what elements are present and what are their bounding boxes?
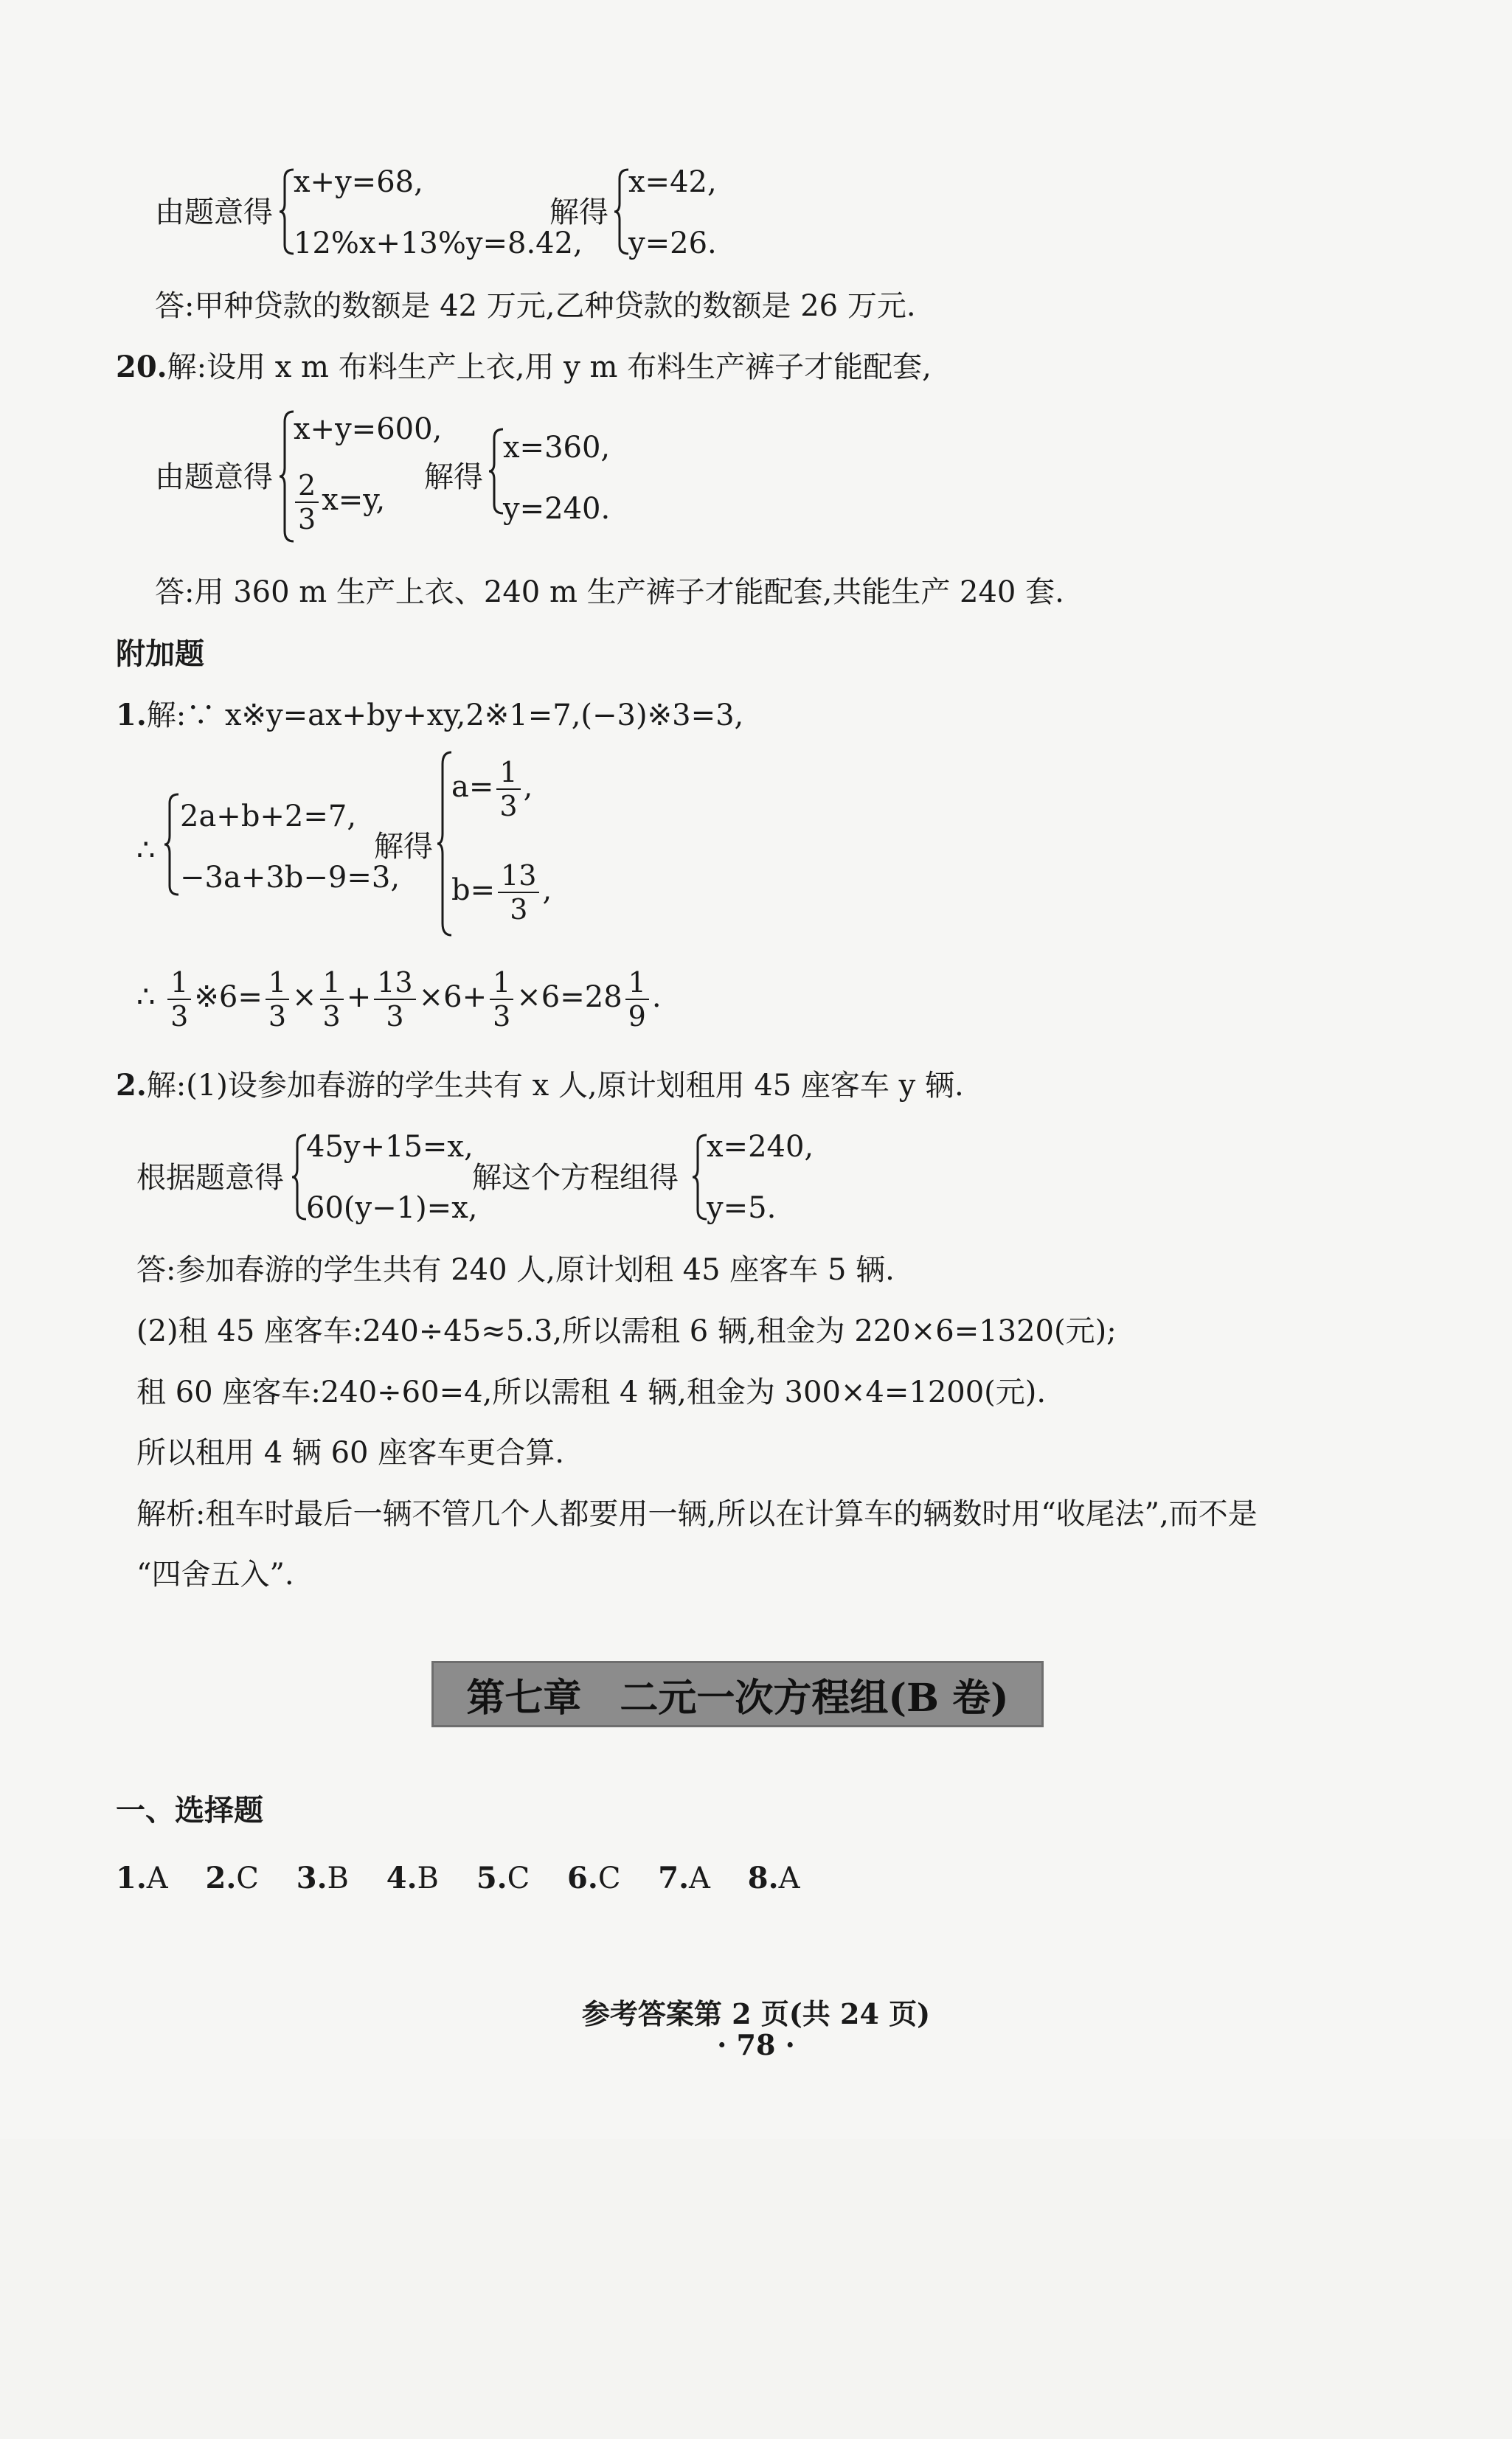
p20-eq1: x+y=600, — [294, 412, 443, 446]
p20-sol1: x=360, — [503, 431, 611, 465]
q2-analysis-line2: “四舍五入”. — [136, 1558, 294, 1592]
p20-sol2: y=240. — [503, 492, 611, 526]
q2-lead: 根据题意得 — [136, 1161, 284, 1195]
q2-brace — [291, 1134, 308, 1221]
q2-sol-brace — [692, 1134, 708, 1221]
chapter-banner — [431, 1661, 1044, 1727]
p19-answer: 答:甲种贷款的数额是 42 万元,乙种贷款的数额是 26 万元. — [155, 289, 916, 323]
q1-therefore: ∴ — [136, 833, 156, 867]
q1-eq2: −3a+3b−9=3, — [180, 861, 400, 895]
p19-sol2: y=26. — [628, 226, 717, 260]
q2-eq1: 45y+15=x, — [306, 1130, 474, 1164]
choice-answers: 1.A 2.C 3.B 4.B 5.C 6.C 7.A 8.A — [116, 1861, 800, 1895]
p20-number: 20. — [116, 350, 167, 384]
q1-solve: 解得 — [374, 830, 433, 864]
q1-brace — [164, 793, 180, 896]
p19-eq1: x+y=68, — [294, 165, 423, 199]
p20-sol-brace — [488, 428, 504, 515]
q1-sol1: a= $\frac{1}{3}$ , — [451, 756, 533, 822]
p20-intro: 解:设用 x m 布料生产上衣,用 y m 布料生产裤子才能配套, — [167, 350, 932, 384]
q2-answer: 答:参加春游的学生共有 240 人,原计划租 45 座客车 5 辆. — [136, 1253, 895, 1287]
p19-solve: 解得 — [549, 195, 608, 229]
p19-brace — [279, 168, 295, 255]
p19-sol-brace — [614, 168, 630, 255]
page-number: · 78 · — [717, 2028, 795, 2061]
q2-intro: 解:(1)设参加春游的学生共有 x 人,原计划租用 45 座客车 y 辆. — [146, 1069, 964, 1103]
section1-heading: 一、选择题 — [116, 1793, 263, 1828]
q2-sol2: y=5. — [707, 1191, 777, 1225]
q2-analysis-line1: 解析:租车时最后一辆不管几个人都要用一辆,所以在计算车的辆数时用“收尾法”,而不是 — [136, 1497, 1258, 1531]
p20-answer: 答:用 360 m 生产上衣、240 m 生产裤子才能配套,共能生产 240 套. — [155, 575, 1064, 609]
extra-heading: 附加题 — [116, 636, 204, 671]
chapter-title: 第七章 二元一次方程组(B 卷) — [466, 1675, 1009, 1721]
q2-sol1: x=240, — [707, 1130, 814, 1164]
q1-eq1: 2a+b+2=7, — [180, 799, 357, 833]
p20-lead: 由题意得 — [155, 460, 273, 494]
p20-eq2: $\frac{2}{3}$ x=y, — [292, 469, 385, 535]
q2-part2-line1: (2)租 45 座客车:240÷45≈5.3,所以需租 6 辆,租金为 220×6=1320(元); — [136, 1314, 1117, 1348]
footer-caption: 参考答案第 2 页(共 24 页) — [581, 1997, 931, 2030]
p20-solve: 解得 — [424, 460, 483, 494]
q2-part2-line3: 所以租用 4 辆 60 座客车更合算. — [136, 1436, 564, 1470]
q1-calc: ∴ $\frac{1}{3}$ ※6= $\frac{1}{3}$ × $\frac{1}{3}$ + $\frac{13}{3}$ ×6+ $\frac{1}{3}$ ×6=28 $\frac{1}{9}$ . — [136, 966, 662, 1033]
q1-number: 1. — [116, 698, 147, 732]
q2-part2-line2: 租 60 座客车:240÷60=4,所以需租 4 辆,租金为 300×4=1200(元). — [136, 1375, 1047, 1409]
q1-sol-brace — [437, 751, 453, 937]
p19-lead: 由题意得 — [155, 195, 273, 229]
p19-sol1: x=42, — [628, 165, 717, 199]
q1-intro: 解:∵ x※y=ax+by+xy,2※1=7,(−3)※3=3, — [146, 698, 744, 732]
p19-eq2: 12%x+13%y=8.42, — [294, 226, 583, 260]
q2-solve: 解这个方程组得 — [472, 1161, 679, 1195]
q2-number: 2. — [116, 1068, 147, 1103]
q2-eq2: 60(y−1)=x, — [306, 1191, 478, 1225]
q1-sol2: b= $\frac{13}{3}$ , — [451, 859, 552, 926]
